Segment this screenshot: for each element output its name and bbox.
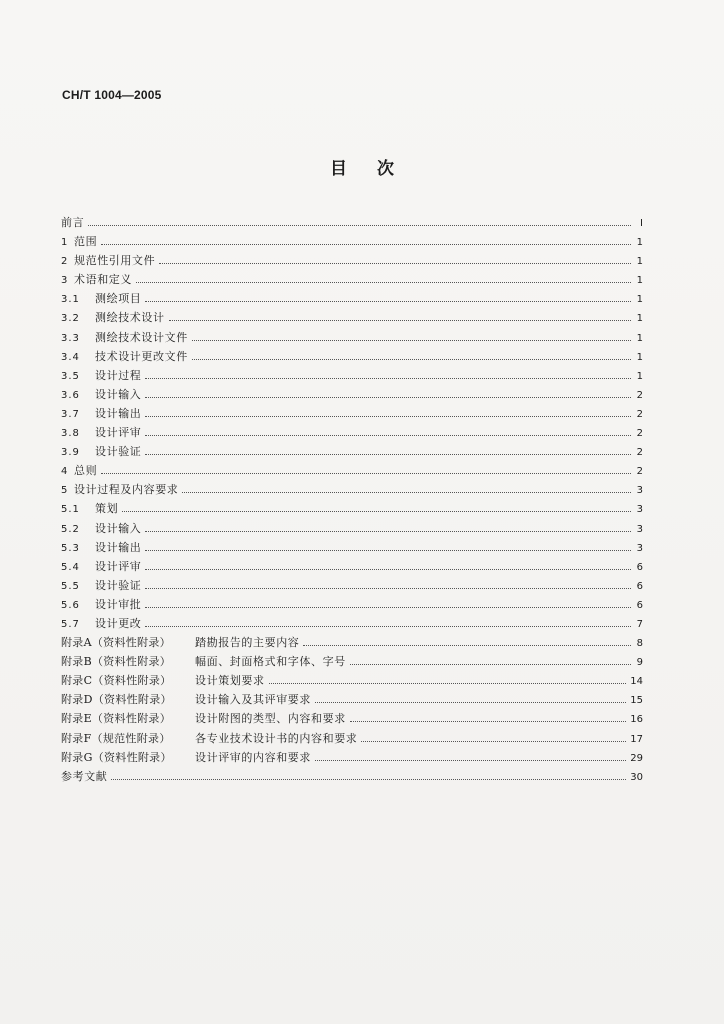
dot-leader — [136, 281, 631, 283]
toc-entry-label: 前言 — [61, 216, 85, 229]
dot-leader — [145, 568, 631, 570]
appendix-prefix: 附录D（资料性附录） — [61, 693, 172, 707]
toc-appendix-entry[interactable] — [61, 749, 643, 768]
toc-entry-page: 2 — [636, 408, 643, 420]
dot-leader — [192, 358, 631, 360]
appendix-prefix: 附录E（资料性附录） — [61, 712, 172, 726]
toc-entry-label: 测绘技术设计文件 — [95, 330, 188, 344]
toc-entry[interactable] — [61, 329, 643, 348]
toc-entry-page: 2 — [636, 466, 643, 478]
dot-leader — [145, 530, 631, 532]
toc-entry[interactable] — [61, 539, 643, 558]
toc-entry-label: 设计审批 — [95, 597, 142, 611]
appendix-page: 14 — [630, 676, 643, 688]
toc-appendix-entry[interactable] — [61, 730, 643, 749]
toc-appendix-entry[interactable] — [61, 691, 643, 710]
dot-leader — [315, 701, 626, 703]
appendix-page: 16 — [630, 714, 643, 726]
toc-entry[interactable] — [61, 405, 643, 424]
toc-entry-label: 设计验证 — [95, 445, 142, 459]
dot-leader — [182, 491, 631, 493]
toc-entry-number: 3.2 — [61, 313, 80, 325]
toc-entry-label: 设计输出 — [95, 406, 142, 420]
dot-leader — [315, 759, 626, 761]
toc-entry-page: 1 — [636, 275, 643, 287]
toc-entry-number: 1 — [61, 237, 69, 249]
toc-entry-label: 设计输入 — [95, 387, 142, 401]
toc-appendix-entry[interactable] — [61, 710, 643, 729]
appendix-label: 设计评审的内容和要求 — [195, 750, 311, 764]
dot-leader — [169, 319, 631, 321]
appendix-label: 设计输入及其评审要求 — [195, 693, 311, 707]
toc-appendix-entry[interactable] — [61, 672, 643, 691]
dot-leader — [145, 606, 631, 608]
toc-entry[interactable] — [61, 558, 643, 577]
toc-entry-label: 设计过程 — [95, 368, 142, 382]
toc-entry-page: 1 — [636, 332, 643, 344]
dot-leader — [101, 472, 631, 474]
toc-entry[interactable] — [61, 443, 643, 462]
toc-entry-number: 5.2 — [61, 523, 80, 535]
dot-leader — [101, 243, 631, 245]
appendix-label: 踏勘报告的主要内容 — [195, 636, 300, 650]
toc-entry-label: 策划 — [95, 502, 119, 516]
toc-entry-page: 3 — [636, 542, 643, 554]
appendix-prefix: 附录A（资料性附录） — [61, 636, 171, 650]
appendix-label: 设计策划要求 — [195, 674, 265, 688]
appendix-page: 30 — [630, 771, 643, 783]
appendix-label: 各专业技术设计书的内容和要求 — [195, 731, 358, 745]
toc-entry-page: 1 — [636, 237, 643, 249]
toc-entry-number: 5.3 — [61, 542, 80, 554]
toc-entry-label: 设计评审 — [95, 559, 142, 573]
appendix-prefix: 附录B（资料性附录） — [61, 655, 172, 669]
toc-entry-label: 设计验证 — [95, 578, 142, 592]
appendix-page: 29 — [630, 752, 643, 764]
toc-entry-page: 6 — [636, 599, 643, 611]
appendix-prefix: 附录F（规范性附录） — [61, 731, 171, 745]
toc-entry-page: 1 — [636, 351, 643, 363]
dot-leader — [88, 224, 631, 226]
dot-leader — [145, 415, 631, 417]
toc-entry[interactable] — [61, 462, 643, 481]
toc-entry-page: 3 — [636, 523, 643, 535]
dot-leader — [350, 720, 626, 722]
dot-leader — [145, 549, 631, 551]
toc-entry-page: 6 — [636, 561, 643, 573]
toc-entry[interactable] — [61, 290, 643, 309]
dot-leader — [145, 434, 631, 436]
standard-code: CH/T 1004—2005 — [62, 88, 162, 102]
dot-leader — [303, 644, 631, 646]
toc-entry-label: 设计更改 — [95, 616, 142, 630]
dot-leader — [145, 377, 631, 379]
toc-title: 目 次 — [330, 159, 406, 179]
toc-entry-number: 2 — [61, 256, 69, 268]
toc-entry-page: Ⅰ — [640, 218, 643, 229]
toc-entry-label: 总则 — [74, 464, 98, 478]
dot-leader — [145, 625, 631, 627]
appendix-label: 参考文献 — [61, 769, 108, 783]
toc-entry-page: 2 — [636, 447, 643, 459]
dot-leader — [111, 778, 626, 780]
dot-leader — [122, 510, 631, 512]
toc-entry-number: 4 — [61, 466, 69, 478]
toc-entry[interactable] — [61, 424, 643, 443]
toc-entry-number: 5.6 — [61, 599, 80, 611]
toc-appendix-entry[interactable] — [61, 634, 643, 653]
toc-appendix-entry[interactable] — [61, 768, 643, 787]
toc-entry-label: 测绘项目 — [95, 292, 142, 306]
dot-leader — [350, 663, 631, 665]
toc-entry[interactable] — [61, 233, 643, 252]
appendix-page: 9 — [636, 657, 643, 669]
toc-entry-label: 术语和定义 — [74, 273, 132, 287]
toc-entry-number: 3.9 — [61, 447, 80, 459]
appendix-label: 设计附图的类型、内容和要求 — [195, 712, 346, 726]
toc-entry-number: 5 — [61, 485, 69, 497]
toc-entry-number: 3.8 — [61, 428, 80, 440]
appendix-page: 15 — [630, 695, 643, 707]
appendix-label: 幅面、封面格式和字体、字号 — [195, 655, 346, 669]
toc-entry-label: 测绘技术设计 — [95, 311, 165, 325]
toc-entry-number: 5.4 — [61, 561, 80, 573]
toc-entry-number: 5.7 — [61, 618, 80, 630]
dot-leader — [269, 682, 627, 684]
toc-appendix-entry[interactable] — [61, 653, 643, 672]
toc-entry[interactable] — [61, 252, 643, 271]
toc-entry[interactable] — [61, 271, 643, 290]
toc-entry-number: 3.7 — [61, 408, 80, 420]
dot-leader — [192, 339, 631, 341]
toc-entry[interactable] — [61, 500, 643, 519]
dot-leader — [361, 740, 626, 742]
toc-entry[interactable] — [61, 577, 643, 596]
toc-entry[interactable] — [61, 214, 643, 233]
toc-entry-number: 5.5 — [61, 580, 80, 592]
toc-entry-label: 设计评审 — [95, 426, 142, 440]
appendix-prefix: 附录G（资料性附录） — [61, 750, 172, 764]
toc-entry-page: 1 — [636, 256, 643, 268]
table-of-contents — [61, 214, 643, 787]
toc-entry[interactable] — [61, 348, 643, 367]
toc-entry[interactable] — [61, 596, 643, 615]
toc-entry-page: 1 — [636, 370, 643, 382]
toc-entry-page: 3 — [636, 504, 643, 516]
dot-leader — [145, 396, 631, 398]
toc-entry-page: 7 — [636, 618, 643, 630]
toc-entry-label: 技术设计更改文件 — [95, 349, 188, 363]
dot-leader — [145, 300, 631, 302]
toc-entry[interactable] — [61, 481, 643, 500]
toc-entry[interactable] — [61, 386, 643, 405]
toc-entry-number: 3.5 — [61, 370, 80, 382]
toc-entry[interactable] — [61, 615, 643, 634]
toc-entry-label: 设计输出 — [95, 540, 142, 554]
appendix-prefix: 附录C（资料性附录） — [61, 674, 172, 688]
toc-entry-label: 规范性引用文件 — [74, 254, 156, 268]
toc-entry-label: 设计过程及内容要求 — [74, 483, 179, 497]
toc-entry-number: 3.1 — [61, 294, 80, 306]
dot-leader — [145, 453, 631, 455]
toc-entry[interactable] — [61, 520, 643, 539]
toc-entry-page: 3 — [636, 485, 643, 497]
toc-entry-number: 3 — [61, 275, 69, 287]
toc-entry-number: 3.4 — [61, 351, 80, 363]
toc-entry-label: 设计输入 — [95, 521, 142, 535]
toc-entry-number: 5.1 — [61, 504, 80, 516]
toc-entry-page: 6 — [636, 580, 643, 592]
dot-leader — [145, 587, 631, 589]
toc-entry[interactable] — [61, 309, 643, 328]
dot-leader — [159, 262, 631, 264]
toc-entry-number: 3.3 — [61, 332, 80, 344]
toc-entry-number: 3.6 — [61, 389, 80, 401]
toc-entry-page: 2 — [636, 428, 643, 440]
toc-entry[interactable] — [61, 367, 643, 386]
toc-entry-page: 1 — [636, 294, 643, 306]
toc-entry-page: 2 — [636, 389, 643, 401]
appendix-page: 8 — [636, 638, 643, 650]
appendix-page: 17 — [630, 733, 643, 745]
toc-entry-label: 范围 — [74, 235, 98, 249]
toc-entry-page: 1 — [636, 313, 643, 325]
